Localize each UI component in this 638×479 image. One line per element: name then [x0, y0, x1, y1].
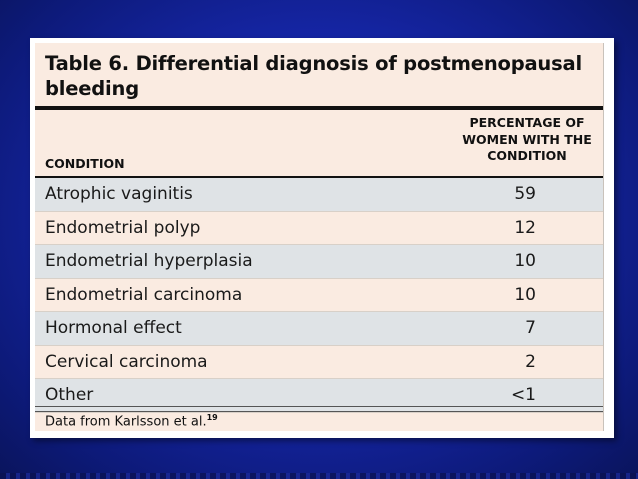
table-row: [35, 346, 603, 380]
percentage-cell: 12: [514, 217, 536, 238]
title-rule: [35, 106, 603, 110]
column-header-percentage-line: CONDITION: [487, 148, 567, 163]
percentage-cell: 2: [525, 351, 536, 372]
percentage-cell: 59: [514, 184, 536, 204]
column-header-condition: CONDITION: [45, 156, 125, 171]
table-row: [35, 312, 603, 346]
table: [35, 43, 604, 431]
table-title: Table 6. Differential diagnosis of postmenopausal bleeding: [45, 52, 582, 100]
condition-cell: Endometrial hyperplasia: [45, 251, 253, 271]
footnote-reference: 19: [206, 413, 218, 422]
condition-cell: Endometrial carcinoma: [45, 284, 243, 305]
table-body: [35, 178, 603, 413]
condition-cell: Atrophic vaginitis: [45, 184, 193, 204]
table-row: [35, 245, 603, 279]
condition-cell: Cervical carcinoma: [45, 351, 208, 372]
table-row: [35, 178, 603, 212]
table-footnote: [45, 413, 218, 429]
slide-bottom-border: [0, 473, 638, 479]
condition-cell: Hormonal effect: [45, 318, 182, 338]
percentage-cell: 10: [514, 251, 536, 271]
condition-cell: Other: [45, 385, 94, 405]
column-header-percentage-line: PERCENTAGE OF: [469, 115, 585, 130]
condition-cell: Endometrial polyp: [45, 217, 201, 238]
percentage-cell: <1: [510, 385, 536, 405]
footer-rule: [35, 406, 603, 412]
table-row: [35, 279, 603, 313]
footnote-text: Data from Karlsson et al.: [45, 414, 207, 430]
table-card: [30, 38, 614, 438]
percentage-cell: 7: [525, 318, 536, 338]
column-header-percentage-line: WOMEN WITH THE: [462, 131, 592, 147]
percentage-cell: 10: [514, 284, 536, 305]
column-header-percentage: [453, 115, 601, 165]
table-row: [35, 212, 603, 246]
